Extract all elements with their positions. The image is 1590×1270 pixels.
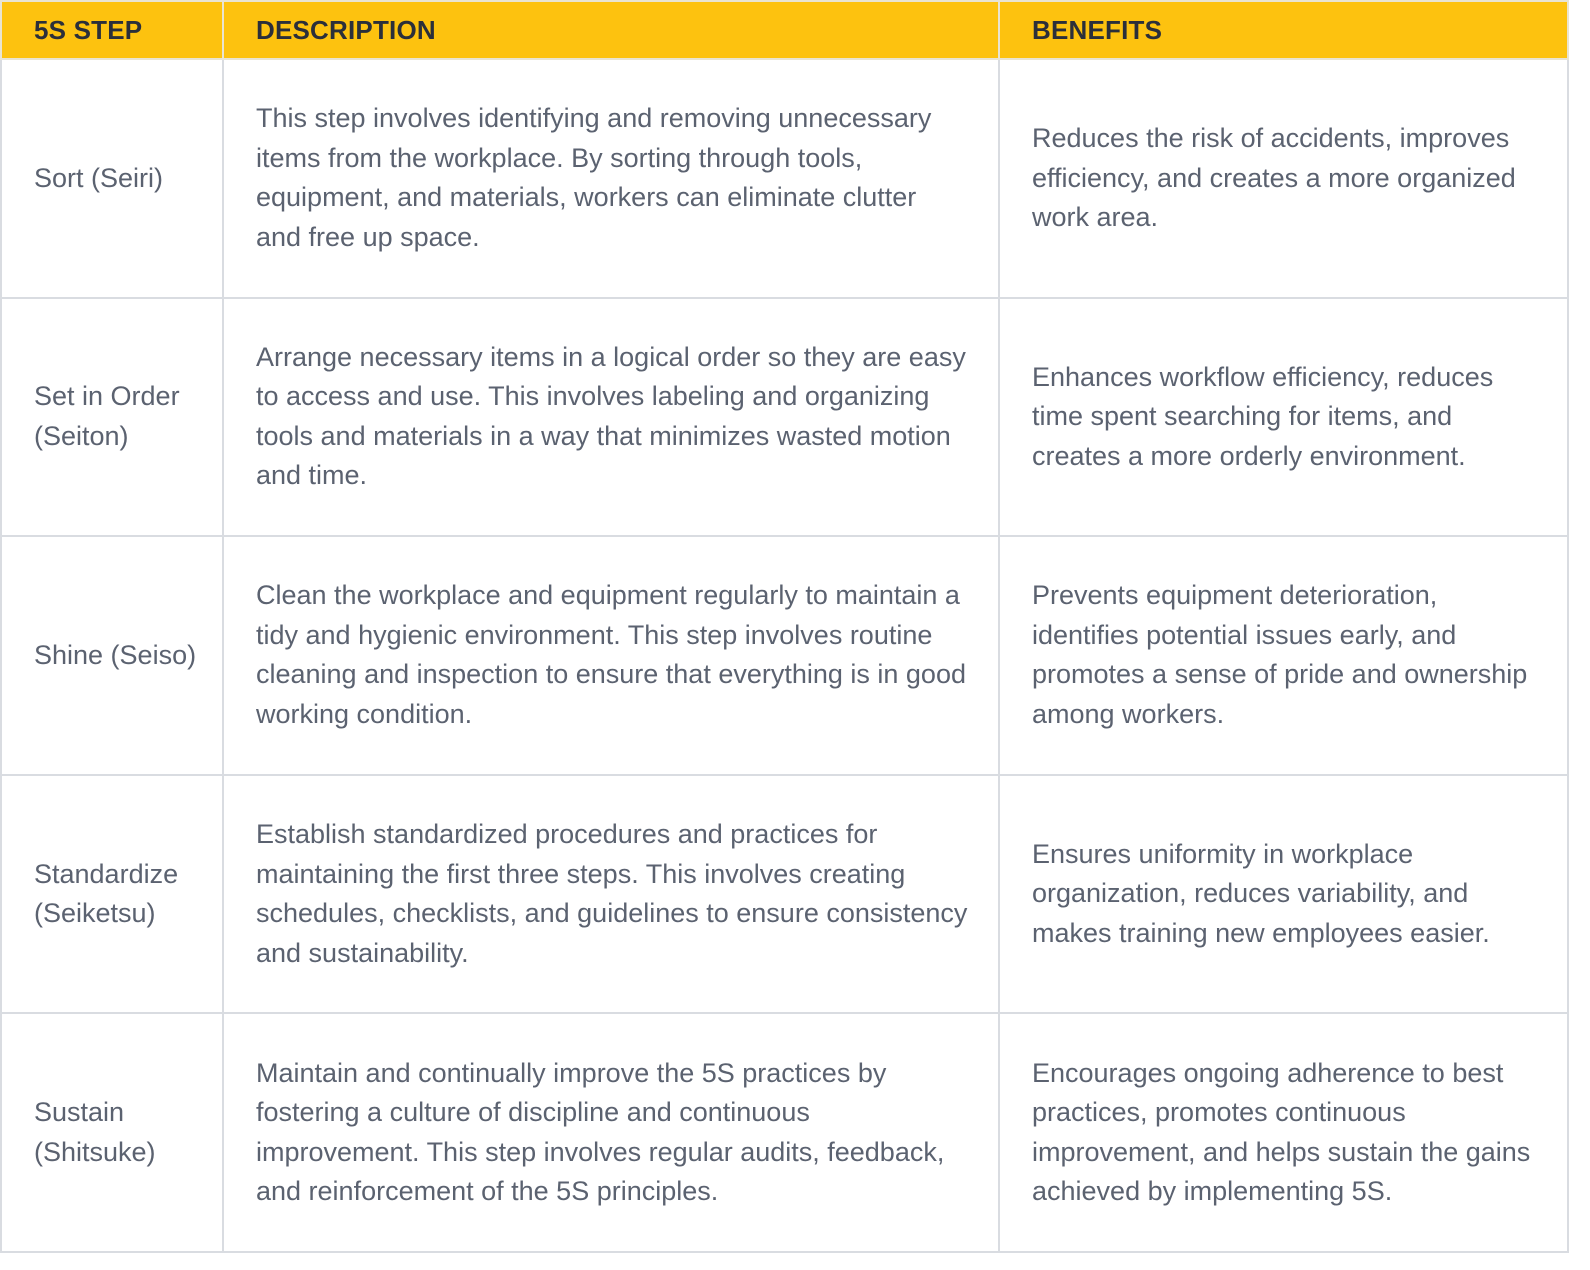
- header-description: DESCRIPTION: [223, 1, 999, 59]
- table-row: [1, 59, 1568, 298]
- benefits-cell: Enhances workflow efficiency, reduces time spent searching for items, and creates a more orderly environment.: [999, 298, 1568, 537]
- description-cell: Maintain and continually improve the 5S practices by fostering a culture of discipline and continuous improvement. This step involves regular audits, feedback, and reinforcement of the 5S principles.: [223, 1013, 999, 1252]
- description-cell: Arrange necessary items in a logical order so they are easy to access and use. This involves labeling and organizing tools and materials in a way that minimizes wasted motion and time.: [223, 298, 999, 537]
- table-row: [1, 536, 1568, 775]
- table-row: [1, 1013, 1568, 1252]
- header-5s-step: 5S STEP: [1, 1, 223, 59]
- benefits-cell: Prevents equipment deterioration, identifies potential issues early, and promotes a sense of pride and ownership among workers.: [999, 536, 1568, 775]
- step-cell: Sort (Seiri): [1, 59, 223, 298]
- header-row: [1, 1, 1568, 59]
- step-cell: Sustain (Shitsuke): [1, 1013, 223, 1252]
- table-header: [1, 1, 1568, 59]
- step-cell: Set in Order (Seiton): [1, 298, 223, 537]
- benefits-cell: Reduces the risk of accidents, improves efficiency, and creates a more organized work area.: [999, 59, 1568, 298]
- header-benefits: BENEFITS: [999, 1, 1568, 59]
- description-cell: Establish standardized procedures and practices for maintaining the first three steps. This involves creating schedules, checklists, and guidelines to ensure consistency and sustainability.: [223, 775, 999, 1014]
- step-cell: Standardize (Seiketsu): [1, 775, 223, 1014]
- description-cell: Clean the workplace and equipment regularly to maintain a tidy and hygienic environment. This step involves routine cleaning and inspection to ensure that everything is in good working condition.: [223, 536, 999, 775]
- benefits-cell: Ensures uniformity in workplace organization, reduces variability, and makes training new employees easier.: [999, 775, 1568, 1014]
- table-row: [1, 775, 1568, 1014]
- description-cell: This step involves identifying and removing unnecessary items from the workplace. By sorting through tools, equipment, and materials, workers can eliminate clutter and free up space.: [223, 59, 999, 298]
- benefits-cell: Encourages ongoing adherence to best practices, promotes continuous improvement, and helps sustain the gains achieved by implementing 5S.: [999, 1013, 1568, 1252]
- table-body: [1, 59, 1568, 1252]
- step-cell: Shine (Seiso): [1, 536, 223, 775]
- table-row: [1, 298, 1568, 537]
